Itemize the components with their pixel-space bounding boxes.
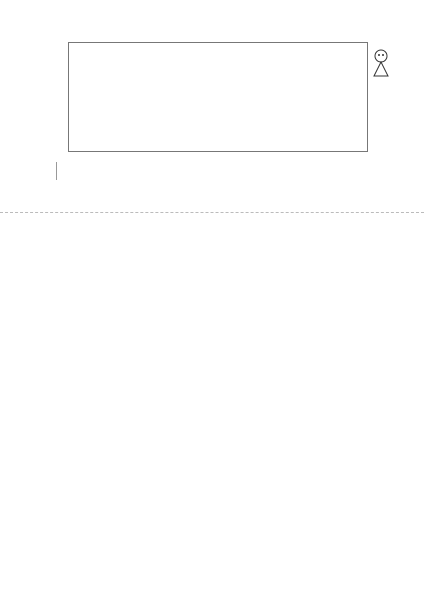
composition-grid: [56, 0, 356, 600]
mascot-logo: [370, 48, 392, 78]
